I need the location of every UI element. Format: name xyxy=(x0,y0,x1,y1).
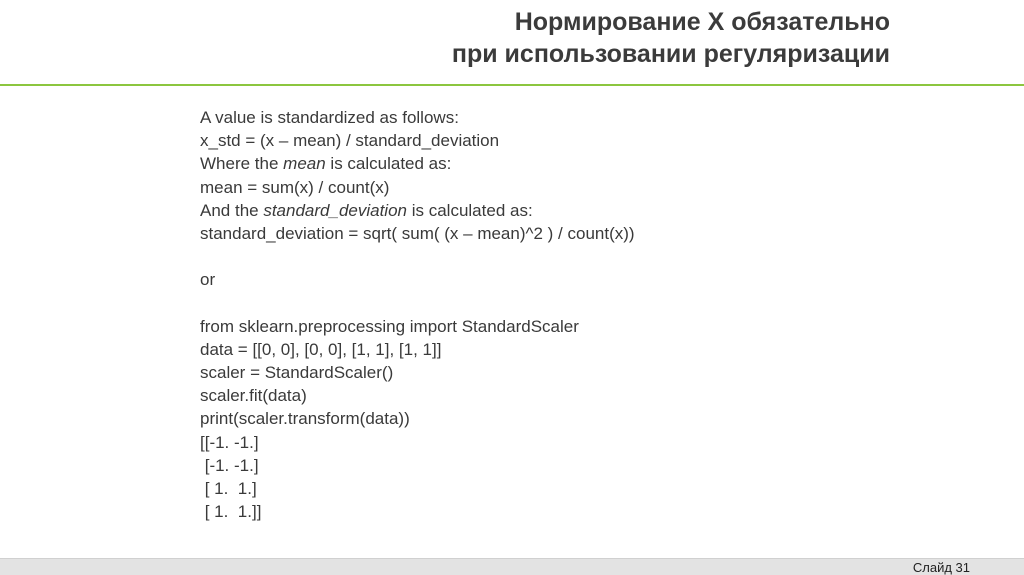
blank-line xyxy=(200,245,635,268)
slide-title-line-1: Нормирование X обязательно xyxy=(514,8,890,36)
mean-description-suffix: is calculated as: xyxy=(325,154,452,174)
code-line: scaler = StandardScaler() xyxy=(200,363,394,383)
std-description-prefix: And the xyxy=(200,200,264,220)
std-description-suffix: is calculated as: xyxy=(407,200,533,220)
slide-title xyxy=(300,6,890,70)
mean-formula: mean = sum(x) / count(x) xyxy=(200,177,390,197)
code-line: data = [[0, 0], [0, 0], [1, 1], [1, 1]] xyxy=(200,339,442,359)
std-description xyxy=(200,199,635,222)
mean-description xyxy=(200,152,635,175)
std-term: standard_deviation xyxy=(263,200,407,220)
code-line: scaler.fit(data) xyxy=(200,386,307,406)
std-formula: standard_deviation = sqrt( sum( (x – mean)^2 ) / count(x)) xyxy=(200,223,635,243)
or-text: or xyxy=(200,270,216,290)
intro-text: A value is standardized as follows: xyxy=(200,108,459,127)
code-line: [[-1. -1.] xyxy=(200,432,259,452)
code-block xyxy=(200,315,635,524)
code-line: from sklearn.preprocessing import StandardScaler xyxy=(200,316,579,336)
mean-term: mean xyxy=(283,154,326,174)
code-line: [ 1. 1.] xyxy=(200,479,257,498)
slide-title-line-2: при использовании регуляризации xyxy=(451,40,890,68)
blank-line xyxy=(200,292,635,315)
standardization-formula: x_std = (x – mean) / standard_deviation xyxy=(200,131,500,151)
mean-description-prefix: Where the xyxy=(200,154,284,174)
code-line: print(scaler.transform(data)) xyxy=(200,409,410,429)
footer-bar xyxy=(0,558,1024,575)
slide-body xyxy=(200,106,635,523)
slide-number: Слайд 31 xyxy=(912,560,970,575)
code-line: [-1. -1.] xyxy=(200,455,259,475)
code-line: [ 1. 1.]] xyxy=(200,502,262,522)
title-divider xyxy=(0,84,1024,86)
